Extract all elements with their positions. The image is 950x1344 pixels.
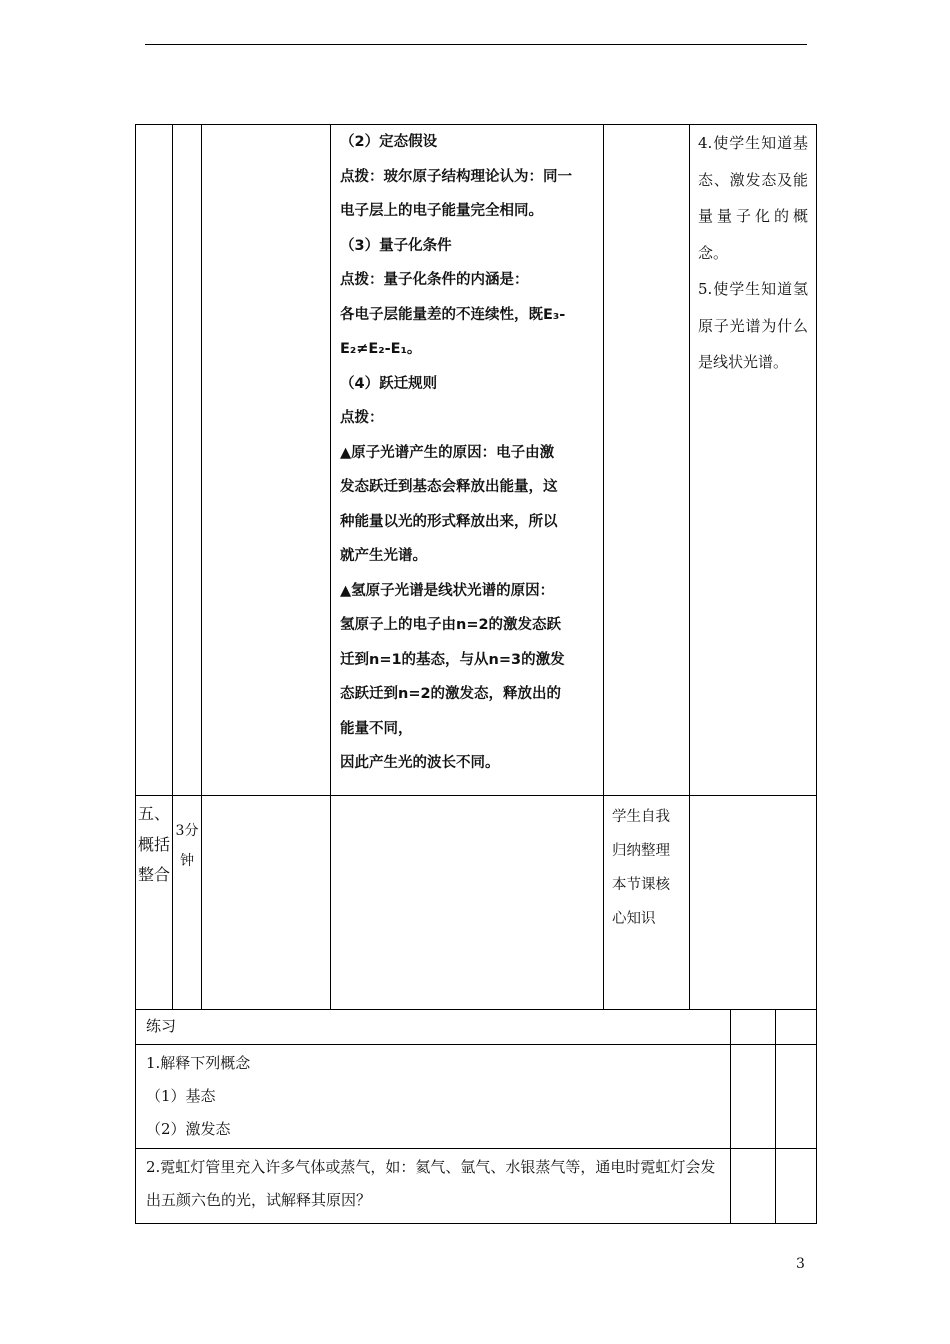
explanation-line: 氢原子上的电子由n=2的激发态跃 [340,617,562,633]
empty-cell [776,1149,817,1224]
explanation-line: （4）跃迁规则 [340,375,438,392]
minutes-cell [173,125,202,796]
explanation-line: 发态跃迁到基态会释放出能量，这 [340,479,558,495]
summary-row [136,796,817,1010]
explanation-line: 迁到n=1的基态，与从n=3的激发 [340,651,565,668]
explanation-cell [331,796,604,1010]
explanation-line: 点拨： [340,410,384,426]
stage-cell [136,125,173,796]
teacher-cell [202,125,331,796]
explanation-line: 就产生光谱。 [340,548,427,564]
teacher-cell [202,796,331,1010]
question-item: （1）基态 [146,1087,216,1105]
explanation-line: 能量不同， [340,720,413,737]
explanation-line: 点拨：量子化条件的内涵是： [340,272,529,288]
explanation-line: E₂≠E₂-E₁。 [340,341,422,357]
empty-cell [731,1010,776,1045]
student-activity: 学生自我归纳整理本节课核心知识 [604,796,690,1010]
page-number: 3 [796,1256,805,1272]
explanation-line: （3）量子化条件 [340,237,452,254]
exercise-header-row [136,1010,817,1045]
empty-cell [731,1149,776,1224]
explanation-cell [331,125,604,796]
goals-cell [690,125,817,796]
minutes-label: 3分钟 [173,796,202,1010]
empty-cell [776,1045,817,1149]
stage-label: 五、概括整合 [136,796,173,1010]
explanation-line: 种能量以光的形式释放出来，所以 [340,513,558,530]
explanation-line: 电子层上的电子能量完全相同。 [340,203,543,219]
explanation-line: 态跃迁到n=2的激发态，释放出的 [340,686,562,702]
explanation-line: （2）定态假设 [340,134,438,150]
goals-cell [690,796,817,1010]
lesson-plan-table [135,124,817,1224]
exercise-question-2: 2.霓虹灯管里充入许多气体或蒸气，如：氦气、氩气、水银蒸气等，通电时霓虹灯会发出五颜六色的光，试解释其原因？ [136,1149,731,1224]
content-row [136,125,817,796]
explanation-line: 因此产生光的波长不同。 [340,755,500,771]
student-activity-cell [604,125,690,796]
explanation-line: 点拨：玻尔原子结构理论认为：同一 [340,168,572,185]
exercise-row-1 [136,1045,817,1149]
explanation-line: 各电子层能量差的不连续性，既E₃- [340,306,566,323]
empty-cell [731,1045,776,1149]
exercise-title: 练习 [136,1010,731,1045]
explanation-line: ▲氢原子光谱是线状光谱的原因： [340,582,555,599]
empty-cell [776,1010,817,1045]
goal-item: 4.使学生知道基态、激发态及能量量子化的概念。 [698,134,809,262]
exercise-question-1 [136,1045,731,1149]
question-item: （2）激发态 [146,1120,231,1138]
question-prompt: 1.解释下列概念 [146,1054,251,1072]
goal-item: 5.使学生知道氢原子光谱为什么是线状光谱。 [698,280,809,371]
header-rule [145,44,807,45]
exercise-row-2 [136,1149,817,1224]
explanation-line: ▲原子光谱产生的原因：电子由激 [340,444,555,461]
